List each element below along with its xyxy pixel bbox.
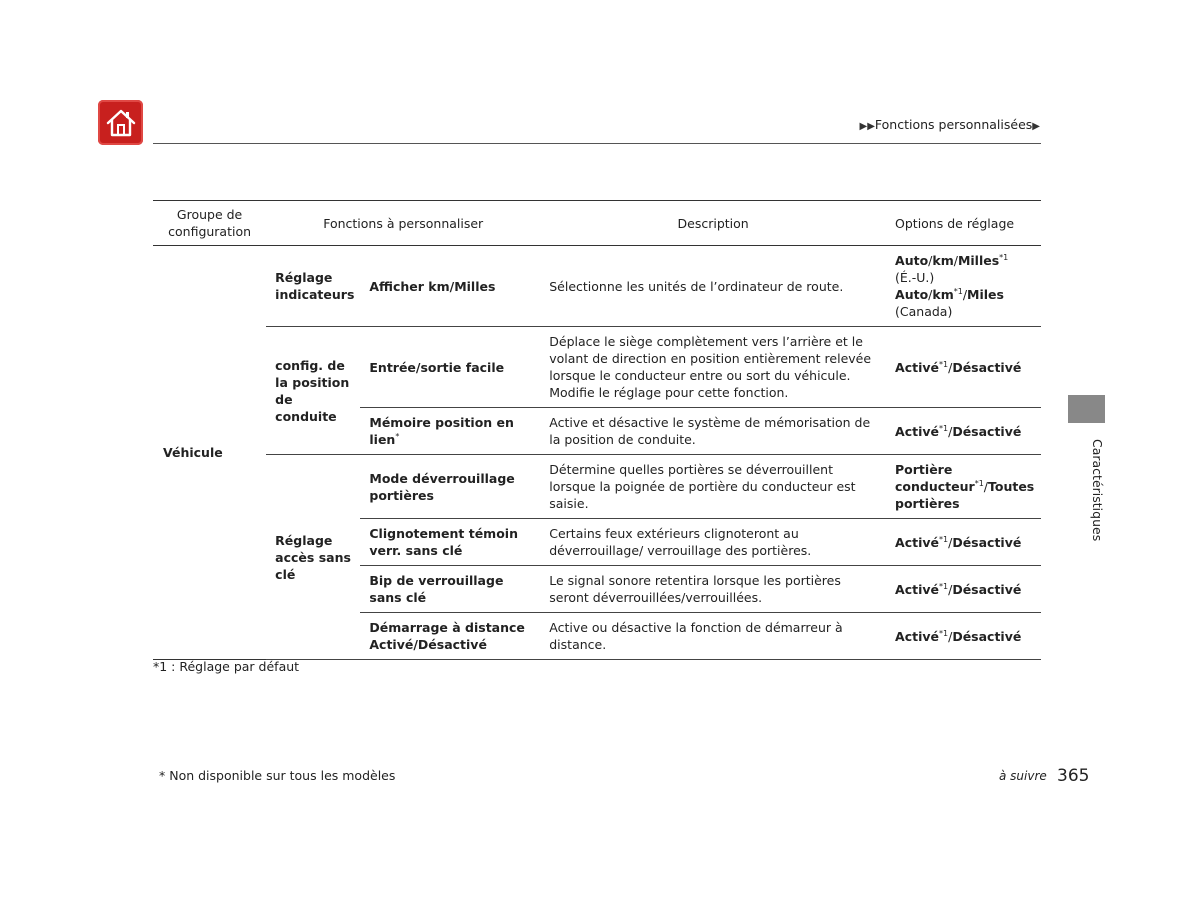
header-group: Groupe de configuration — [153, 201, 266, 246]
table-row — [153, 246, 1041, 327]
arrow-icon: ▶ — [1032, 121, 1040, 132]
options-cell: Portière conducteur$^{*1}$/Toutes portières — [886, 455, 1041, 519]
table-row — [153, 455, 1041, 519]
function-cell: Bip de verrouillage sans clé — [360, 566, 540, 613]
description-cell: Active et désactive le système de mémorisation de la position de conduite. — [540, 408, 886, 455]
section-tab[interactable] — [1068, 395, 1105, 423]
table-header-row — [153, 201, 1041, 246]
double-arrow-icon: ▶▶ — [859, 121, 875, 132]
function-cell: Mode déverrouillage portières — [360, 455, 540, 519]
description-cell: Déplace le siège complètement vers l’arrière et le volant de direction en position entièrement relevée lorsque le conducteur entre ou sort du véhicule. Modifie le réglage pour cette fonction. — [540, 327, 886, 408]
function-cell: Clignotement témoin verr. sans clé — [360, 519, 540, 566]
breadcrumb-label: Fonctions personnalisées — [874, 117, 1033, 132]
options-cell: Activé$^{*1}$/Désactivé — [886, 327, 1041, 408]
page-number: 365 — [1057, 766, 1090, 786]
breadcrumb[interactable] — [860, 117, 1041, 132]
function-cell: Entrée/sortie facile — [360, 327, 540, 408]
description-cell: Active ou désactive la fonction de démarreur à distance. — [540, 613, 886, 660]
section-tab-label: Caractéristiques — [1090, 438, 1105, 542]
subgroup-cell: Réglage indicateurs — [266, 246, 360, 327]
default-footnote: *1 : Réglage par défaut — [153, 659, 300, 674]
description-cell: Le signal sonore retentira lorsque les portières seront déverrouillées/verrouillées. — [540, 566, 886, 613]
header-description: Description — [540, 201, 886, 246]
continue-label: à suivre — [999, 769, 1047, 783]
options-cell: Activé$^{*1}$/Désactivé — [886, 408, 1041, 455]
description-cell: Détermine quelles portières se déverrouillent lorsque la poignée de portière du conducteur est saisie. — [540, 455, 886, 519]
header-functions: Fonctions à personnaliser — [266, 201, 540, 246]
table-row — [153, 327, 1041, 408]
subgroup-cell: config. de la position de conduite — [266, 327, 360, 455]
header-divider — [153, 143, 1041, 144]
options-cell: Activé$^{*1}$/Désactivé — [886, 519, 1041, 566]
home-icon — [105, 108, 137, 138]
description-cell: Certains feux extérieurs clignoteront au déverrouillage/ verrouillage des portières. — [540, 519, 886, 566]
function-cell: Afficher km/Milles — [360, 246, 540, 327]
options-cell: Activé$^{*1}$/Désactivé — [886, 566, 1041, 613]
function-cell: Mémoire position en lien* — [360, 408, 540, 455]
home-button[interactable] — [98, 100, 143, 145]
availability-note: * Non disponible sur tous les modèles — [159, 768, 396, 783]
header-options: Options de réglage — [886, 201, 1041, 246]
options-cell: Auto/km/Milles$^{*1}$ (É.-U.) Auto/$km^{*1}$/Miles (Canada) — [886, 246, 1041, 327]
options-cell: Activé$^{*1}$/Désactivé — [886, 613, 1041, 660]
settings-table — [153, 200, 1041, 660]
function-cell: Démarrage à distance Activé/Désactivé — [360, 613, 540, 660]
subgroup-cell: Réglage accès sans clé — [266, 455, 360, 660]
group-cell: Véhicule — [153, 246, 266, 660]
description-cell: Sélectionne les unités de l’ordinateur de route. — [540, 246, 886, 327]
